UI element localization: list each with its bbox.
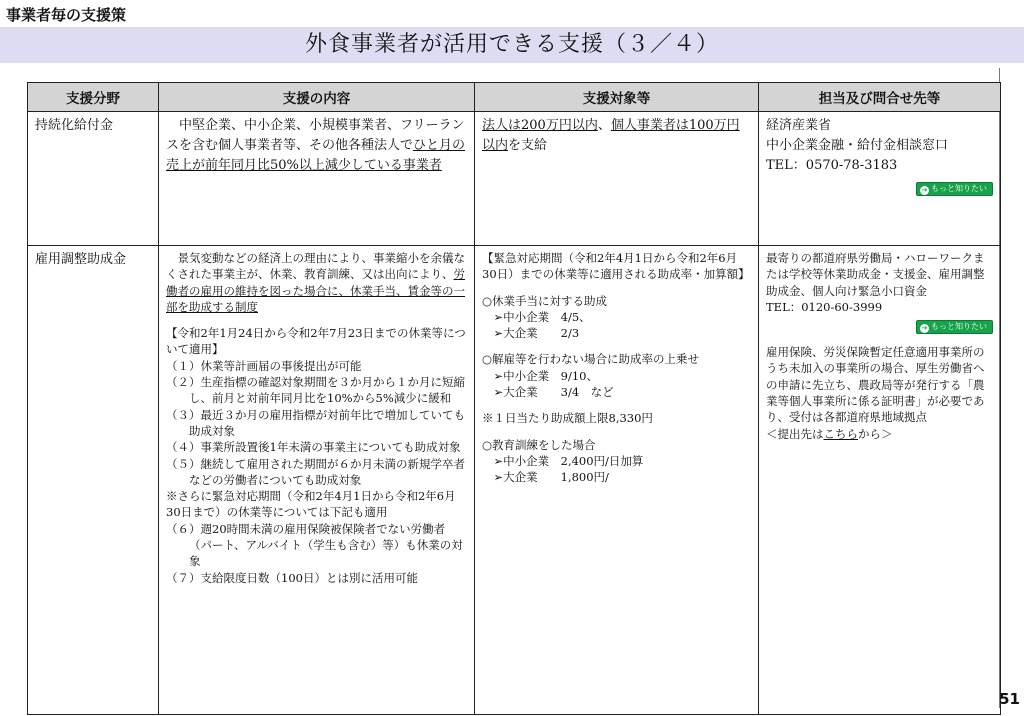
header-content: 支援の内容 — [159, 83, 475, 112]
learn-more-button[interactable] — [916, 182, 993, 196]
row2-item: （７）支給限度日数（100日）とは別に活用可能 — [166, 570, 418, 585]
section-label: 事業者毎の支援策 — [6, 6, 127, 24]
arrow-right-icon: ➔ — [921, 324, 928, 333]
row2-item: （５）継続して雇用された期間が６か月未満の新規学卒者などの労働者についても助成対象 — [166, 456, 465, 487]
table-row — [28, 112, 1001, 246]
row2-target-s1-title: ○休業手当に対する助成 — [482, 293, 608, 308]
row2-target-line: ➢中小企業 9/10、 — [493, 368, 598, 383]
submit-suffix: から＞ — [858, 426, 893, 441]
row1-content-text: 中堅企業、中小企業、小規模事業者、フリーランスを含む個人事業者等、その他各種法人で — [166, 118, 465, 153]
row1-content — [159, 112, 475, 246]
header-category: 支援分野 — [28, 83, 159, 112]
learn-more-label: もっと知りたい — [931, 184, 987, 193]
row2-item: （４）事業所設置後1年未満の事業主についても助成対象 — [166, 440, 461, 455]
row2-contact-note: 雇用保険、労災保険暫定任意適用事業所のうち未加入の事業所の場合、厚生労働省への申請に先立ち、農政局等が発行する「農業等個人事業所に係る証明書」が必要であり、受付は各都道府県地域拠点 — [766, 345, 985, 425]
row2-target-note: ※１日当たり助成額上限8,330円 — [482, 411, 653, 426]
row1-target-individual: 個人事業者は100万円以内 — [482, 118, 740, 153]
row2-target-line: ➢中小企業 2,400円/日加算 — [493, 453, 644, 468]
header-contact: 担当及び問合せ先等 — [759, 83, 1001, 112]
row2-contact-submit — [766, 426, 993, 442]
row2-target-header: 【緊急対応期間（令和2年4月1日から令和2年6月30日）までの休業等に適用される助成率・加算額】 — [482, 251, 750, 282]
row1-target-suffix: を支給 — [508, 138, 548, 153]
row2-item: （１）休業等計画届の事後提出が可能 — [166, 358, 362, 373]
row2-category: 雇用調整助成金 — [28, 246, 159, 715]
row2-target-line: ➢中小企業 4/5、 — [493, 309, 591, 324]
row1-category: 持続化給付金 — [28, 112, 159, 246]
support-table — [27, 82, 1001, 715]
row2-target-s3-title: ○教育訓練をした場合 — [482, 437, 596, 452]
row2-target-line: ➢大企業 2/3 — [493, 326, 580, 341]
row1-target-sep: 、 — [597, 118, 611, 133]
submit-prefix: ＜提出先は — [766, 426, 824, 441]
row2-contact — [759, 246, 1001, 715]
table-row — [28, 246, 1001, 715]
arrow-right-icon: ➔ — [921, 186, 928, 194]
row2-item: （３）最近３か月の雇用指標が対前年比で増加していても助成対象 — [166, 407, 465, 438]
row1-target — [475, 112, 759, 246]
row1-contact — [759, 112, 1001, 246]
row2-item: （２）生産指標の確認対象期間を３か月から１か月に短縮し、前月と対前年同月比を10%から5%減少に緩和 — [166, 375, 465, 406]
row2-note: ※さらに緊急対応期間（令和2年4月1日から令和2年6月30日まで）の休業等については下記も適用 — [166, 489, 456, 520]
learn-more-button[interactable] — [916, 320, 993, 334]
header-target: 支援対象等 — [475, 83, 759, 112]
row1-contact-desk: 中小企業金融・給付金相談窓口 — [766, 138, 949, 153]
row2-target-line: ➢大企業 3/4 など — [493, 385, 614, 400]
row2-content-text: 景気変動などの経済上の理由により、事業縮小を余儀なくされた事業主が、休業、教育訓練、又は出向により、 — [166, 251, 465, 282]
row1-content-highlight: ひと月の売上が前年同月比50%以上減少している事業者 — [166, 138, 466, 173]
page-title: 外食事業者が活用できる支援（３／４） — [304, 32, 719, 57]
row1-target-corp: 法人は200万円以内 — [482, 118, 598, 133]
table-header-row — [28, 83, 1001, 112]
row1-contact-org: 経済産業省 — [766, 118, 832, 133]
row2-content — [159, 246, 475, 715]
row2-special-header: 【令和2年1月24日から令和2年7月23日までの休業等について適用】 — [166, 326, 466, 357]
page-number: 51 — [999, 690, 1020, 708]
row2-content-highlight: 労働者の雇用の維持を図った場合に、休業手当、賃金等の一部を助成する制度 — [166, 267, 465, 314]
row2-item: （６）週20時間未満の雇用保険被保険者でない労働者（パート、アルバイト（学生も含む）等）も休業の対象 — [166, 521, 463, 569]
submit-link[interactable]: こちら — [823, 426, 858, 441]
learn-more-label: もっと知りたい — [931, 322, 987, 332]
row2-target — [475, 246, 759, 715]
row1-contact-tel: TEL：0570-78-3183 — [766, 158, 898, 173]
row2-target-line: ➢大企業 1,800円/ — [493, 470, 609, 485]
row2-contact-text: 最寄りの都道府県労働局・ハローワークまたは学校等休業助成金・支援金、雇用調整助成金、個人向け緊急小口資金 — [766, 251, 985, 298]
row2-target-s2-title: ○解雇等を行わない場合に助成率の上乗せ — [482, 352, 700, 367]
row2-contact-tel: TEL：0120-60-3999 — [766, 299, 883, 314]
